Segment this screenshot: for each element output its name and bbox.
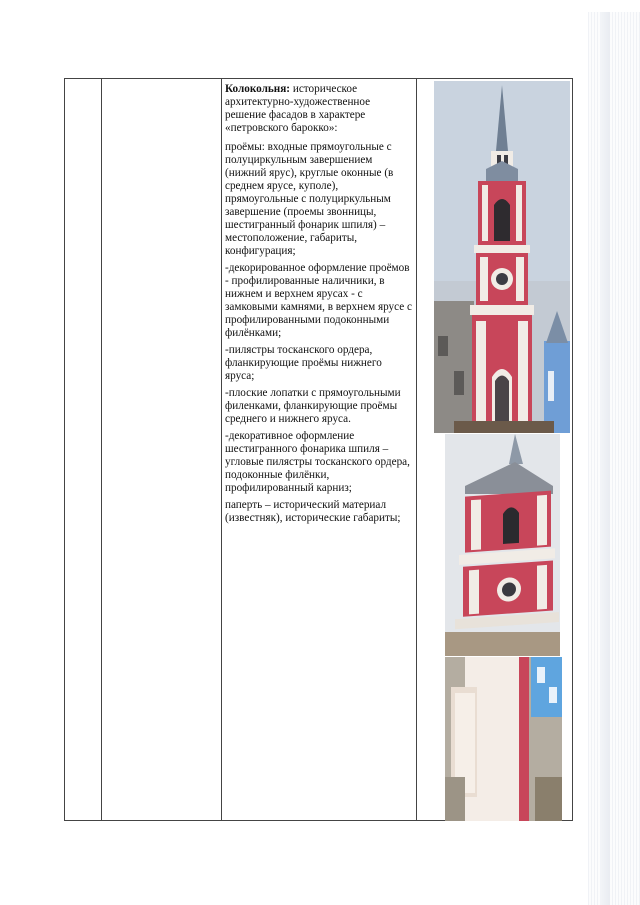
column-divider-1 [101, 79, 102, 820]
document-table [64, 78, 573, 821]
pilaster-detail-photo [445, 657, 562, 821]
paragraph-lantern: -декоративное оформление шестигранного фонарика шпиля – угловые пилястры тосканского ордера, подоконные филёнки, профилированный карниз; [225, 430, 410, 494]
paragraph-decoration: -декорированное оформление проёмов - профилированные наличники, в нижнем и верхнем ярусах - с замковыми камнями, в верхнем ярусе с профилированными подоконными филёнками; [225, 262, 412, 339]
scan-edge-band [600, 12, 610, 905]
paragraph-blades: -плоские лопатки с прямоугольными филенками, фланкирующие проёмы среднего и нижнего яруса. [225, 387, 401, 425]
scan-edge-shading [588, 12, 640, 905]
bell-tower-photo [434, 81, 570, 433]
intro-paragraph [225, 83, 413, 135]
intro-text: историческое архитектурно-художественное решение фасадов в характере «петровского барокко»: [225, 83, 371, 134]
paragraph-porch: паперть – исторический материал (известняк), исторические габариты; [225, 499, 401, 524]
paragraph-openings: проёмы: входные прямоугольные с полуциркульным завершением (нижний ярус), круглые оконные (в среднем ярусе, куполе), прямоугольные с полуциркульным завершение (проемы звонницы, шестигранный фонарик шпиля) – местоположение, габариты, конфигурация; [225, 141, 394, 257]
upper-tier-photo [445, 434, 560, 656]
cell-heading: Колокольня: [225, 83, 291, 95]
column-divider-2 [221, 79, 222, 820]
column-divider-3 [416, 79, 417, 820]
paragraph-pilasters: -пилястры тосканского ордера, фланкирующие проёмы нижнего яруса; [225, 344, 382, 382]
description-cell [225, 83, 413, 529]
